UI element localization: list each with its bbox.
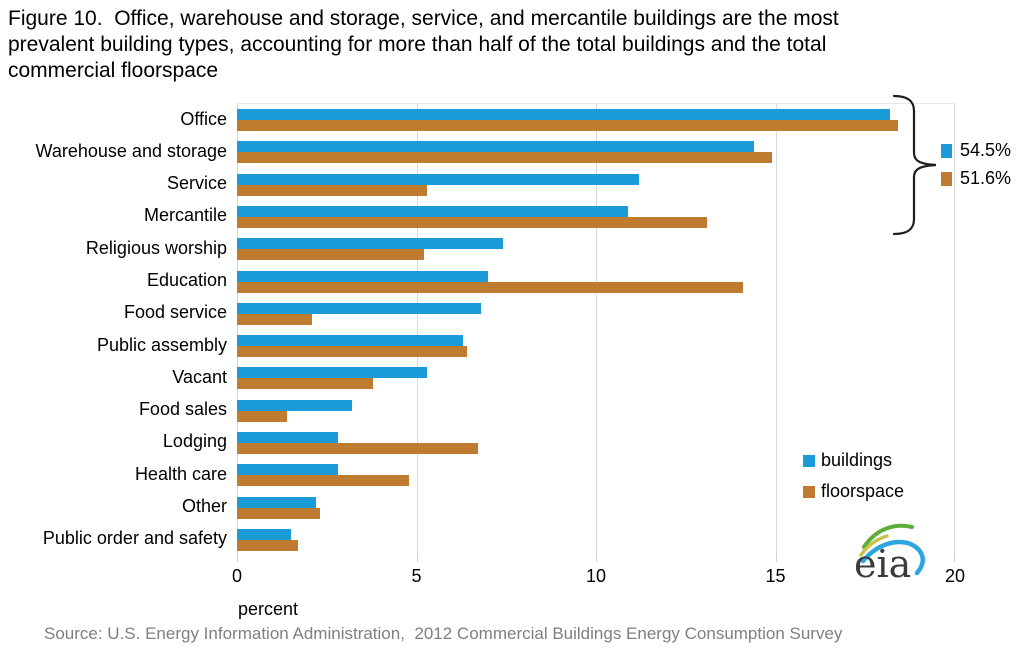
bracket-total-buildings: [941, 140, 1011, 161]
floorspace-bar: [237, 152, 772, 163]
x-axis-tick-label: 10: [585, 566, 607, 586]
category-label: Service: [166, 173, 227, 194]
category-label: Other: [181, 496, 227, 517]
floorspace-bar: [237, 314, 312, 325]
buildings-bar: [237, 497, 316, 508]
x-axis-tick-label: 20: [944, 566, 966, 586]
category-label: Food sales: [138, 399, 227, 420]
buildings-bar: [237, 271, 488, 282]
category-row: [0, 103, 227, 135]
bar-row: [237, 136, 955, 168]
figure-title-line: Figure 10. Office, warehouse and storage, service, and mercantile buildings are the most: [8, 7, 839, 30]
category-label: Vacant: [172, 366, 227, 387]
legend-swatch: [803, 486, 815, 498]
floorspace-bar: [237, 346, 467, 357]
buildings-bar: [237, 174, 639, 185]
bracket-totals: [941, 140, 1011, 189]
floorspace-bar: [237, 185, 427, 196]
x-axis-tick-label: 5: [411, 566, 422, 586]
category-row: [0, 523, 227, 555]
category-label: Religious worship: [85, 237, 227, 258]
figure-title-line: commercial floorspace: [8, 59, 219, 82]
floorspace-bar: [237, 540, 298, 551]
bracket-total-label: 54.5%: [960, 140, 1012, 160]
x-axis-title: percent: [238, 599, 299, 619]
buildings-bar: [237, 400, 352, 411]
x-axis: [231, 555, 966, 595]
bar-row: [237, 265, 955, 297]
bar-row: [237, 104, 955, 136]
category-label: Office: [180, 108, 227, 129]
bar-row: [237, 330, 955, 362]
legend-item: [803, 450, 904, 471]
x-axis-tick-label: 15: [765, 566, 786, 586]
category-row: [0, 361, 227, 393]
category-row: [0, 394, 227, 426]
buildings-bar: [237, 109, 890, 120]
bar-row: [237, 233, 955, 265]
bar-row: [237, 201, 955, 233]
category-row: [0, 426, 227, 458]
category-row: [0, 168, 227, 200]
x-axis-tick: [954, 555, 955, 562]
floorspace-bar: [237, 508, 320, 519]
bar-row: [237, 362, 955, 394]
x-axis-tick: [237, 555, 238, 562]
bracket-total-label: 51.6%: [960, 168, 1012, 188]
bar-row: [237, 395, 955, 427]
floorspace-bar: [237, 443, 478, 454]
floorspace-bar: [237, 378, 373, 389]
category-label: Health care: [134, 463, 227, 484]
buildings-bar: [237, 335, 463, 346]
bar-row: [237, 524, 955, 556]
buildings-swatch: [941, 144, 952, 158]
x-axis-tick-label: 0: [231, 566, 243, 586]
category-label: Education: [146, 270, 227, 291]
legend-label: floorspace: [821, 481, 905, 501]
legend-item: [803, 481, 904, 502]
category-row: [0, 458, 227, 490]
category-row: [0, 135, 227, 167]
buildings-bar: [237, 367, 427, 378]
category-label: Food service: [123, 302, 227, 323]
buildings-bar: [237, 141, 754, 152]
category-row: [0, 329, 227, 361]
x-axis-tick: [417, 555, 418, 562]
category-label: Warehouse and storage: [35, 140, 227, 161]
source-note: Source: U.S. Energy Information Administration, 2012 Commercial Buildings Energy Consumption Survey: [44, 624, 843, 643]
eia-logo: [852, 516, 938, 586]
buildings-bar: [237, 206, 628, 217]
legend-label: buildings: [821, 450, 893, 470]
category-label: Public assembly: [96, 334, 227, 355]
category-row: [0, 200, 227, 232]
bracket-total-floorspace: [941, 168, 1011, 189]
floorspace-bar: [237, 120, 898, 131]
floorspace-bar: [237, 475, 409, 486]
figure-title: [8, 6, 1012, 84]
legend-swatch: [803, 455, 815, 467]
buildings-bar: [237, 464, 338, 475]
bar-row: [237, 298, 955, 330]
category-label: Mercantile: [143, 205, 227, 226]
category-row: [0, 490, 227, 522]
category-row: [0, 264, 227, 296]
category-label: Public order and safety: [42, 528, 227, 549]
floorspace-bar: [237, 217, 707, 228]
buildings-bar: [237, 303, 481, 314]
buildings-bar: [237, 432, 338, 443]
floorspace-bar: [237, 411, 287, 422]
x-axis-tick: [596, 555, 597, 562]
bar-row: [237, 169, 955, 201]
category-label: Lodging: [162, 431, 227, 452]
figure-title-line: prevalent building types, accounting for more than half of the total buildings and the total: [8, 33, 827, 56]
x-axis-tick: [776, 555, 777, 562]
category-row: [0, 232, 227, 264]
eia-logo-text: eia: [854, 542, 912, 586]
floorspace-bar: [237, 249, 424, 260]
floorspace-bar: [237, 282, 743, 293]
category-axis: [0, 103, 227, 555]
floorspace-swatch: [941, 172, 952, 186]
category-row: [0, 297, 227, 329]
grouping-bracket-icon: [888, 93, 940, 237]
legend: [803, 450, 904, 502]
buildings-bar: [237, 238, 503, 249]
buildings-bar: [237, 529, 291, 540]
